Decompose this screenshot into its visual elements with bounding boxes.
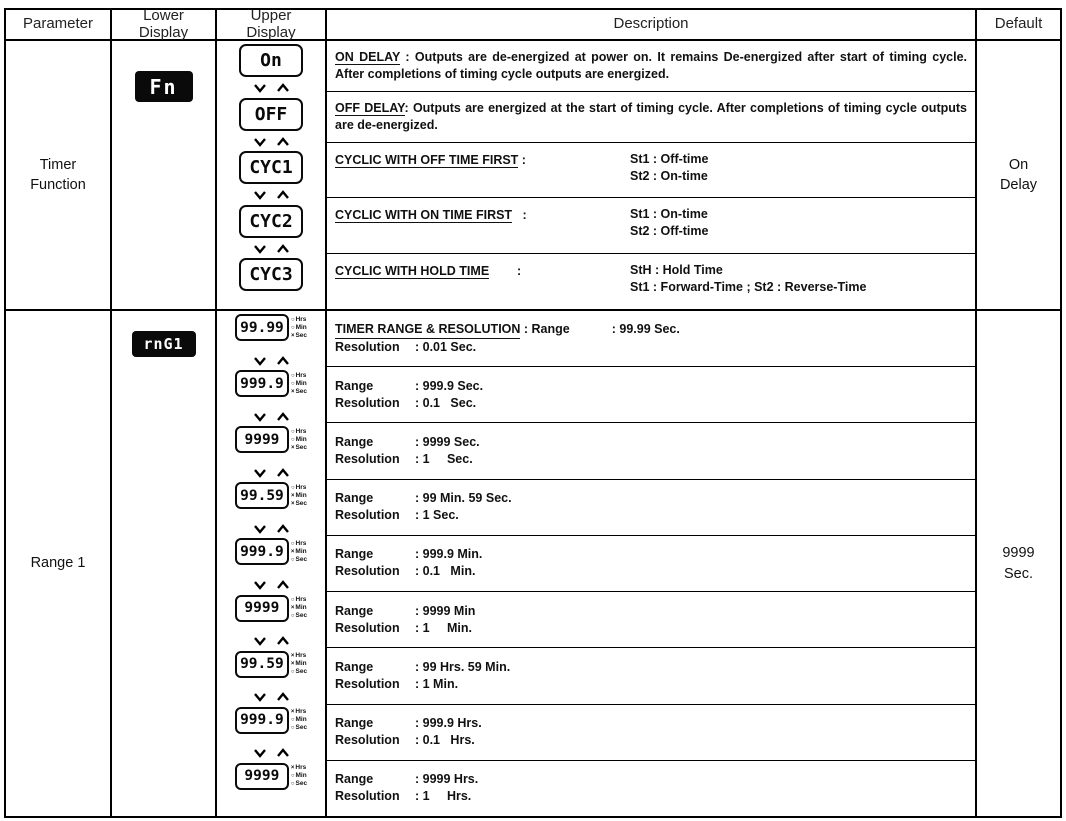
indicator-label: Sec — [295, 612, 308, 620]
indicator-label: Hrs — [295, 315, 307, 323]
seven-segment-display: 999.9 — [235, 707, 289, 734]
indicator-mark-icon: × — [290, 765, 295, 772]
indicator-label: Hrs — [295, 764, 307, 772]
unit-indicators — [291, 596, 307, 620]
step-arrows — [253, 747, 290, 760]
range-value: : 9999 Hrs. — [415, 772, 479, 787]
range-value: : 999.9 Sec. — [415, 378, 484, 393]
step-arrows — [253, 691, 290, 704]
resolution-label: Resolution — [335, 789, 400, 804]
parameter-name: Range 1 — [30, 555, 86, 572]
st1-st2-line: St1 : Forward-Time ; St2 : Reverse-Time — [630, 280, 867, 295]
chevron-down-icon — [253, 692, 267, 702]
resolution-value: : 0.1 Sec. — [415, 395, 477, 410]
chevron-up-icon — [276, 190, 290, 200]
unit-indicators — [291, 652, 307, 676]
display-step — [217, 255, 325, 309]
row-timer-function — [6, 41, 1060, 311]
display-with-units — [235, 595, 307, 622]
header-parameter-label: Parameter — [22, 15, 94, 33]
display-step — [217, 760, 325, 816]
display-with-units — [235, 651, 307, 678]
chevron-down-icon — [253, 748, 267, 758]
chevron-up-icon — [276, 748, 290, 758]
indicator-mark-icon: × — [290, 388, 295, 395]
range-value: : 99 Hrs. 59 Min. — [415, 659, 511, 674]
chevron-down-icon — [253, 190, 267, 200]
indicator-mark-icon: × — [290, 653, 295, 660]
indicator-label: Min — [295, 604, 307, 612]
range-label: Range — [335, 659, 374, 674]
sec-indicator — [291, 388, 307, 396]
indicator-mark-icon: ○ — [290, 717, 295, 724]
chevron-up-icon — [276, 137, 290, 147]
description-range-step-9 — [327, 761, 975, 816]
step-arrows — [253, 635, 290, 648]
description-title: CYCLIC WITH OFF TIME FIRST — [335, 152, 519, 167]
default-value: 9999 Sec. — [1002, 545, 1035, 582]
display-with-units — [235, 707, 307, 734]
step-arrows — [253, 242, 290, 255]
indicator-label: Hrs — [295, 483, 307, 491]
indicator-mark-icon: ○ — [290, 316, 295, 323]
resolution-value: : 1 Sec. — [415, 452, 473, 467]
header-description-label: Description — [613, 15, 689, 33]
indicator-mark-icon: ○ — [290, 428, 295, 435]
hrs-indicator — [291, 372, 307, 380]
step-arrows — [253, 579, 290, 592]
chevron-down-icon — [253, 412, 267, 422]
unit-indicators — [291, 540, 307, 564]
description-title: ON DELAY — [335, 49, 401, 64]
display-step — [217, 95, 325, 149]
resolution-label: Resolution — [335, 508, 400, 523]
timer-function-description-cell — [327, 41, 977, 309]
resolution-value: : 1 Min. — [415, 620, 472, 635]
resolution-line — [335, 620, 967, 637]
description-range-step-3 — [327, 423, 975, 479]
description-title: CYCLIC WITH HOLD TIME — [335, 264, 490, 279]
table-header — [6, 7, 1060, 41]
description-title: TIMER RANGE & RESOLUTION — [335, 321, 520, 339]
range1-description-cell — [327, 311, 977, 816]
range-line — [335, 321, 967, 339]
resolution-value: : 1 Sec. — [415, 508, 459, 523]
display-step — [217, 592, 325, 648]
hrs-indicator — [291, 708, 307, 716]
sec-indicator — [291, 556, 307, 564]
display-step — [217, 367, 325, 423]
resolution-line — [335, 339, 967, 356]
seven-segment-display: 9999 — [235, 763, 289, 790]
header-default-label: Default — [994, 15, 1043, 33]
st2-line: St2 : On-time — [630, 168, 708, 183]
chevron-up-icon — [276, 580, 290, 590]
range-line — [335, 378, 967, 395]
separator: : — [400, 49, 415, 64]
indicator-mark-icon: ○ — [290, 556, 295, 563]
description-off-delay — [327, 92, 975, 143]
description-range-step-4 — [327, 480, 975, 536]
indicator-label: Sec — [295, 387, 308, 395]
seven-segment-display: CYC2 — [239, 205, 303, 238]
separator: : — [518, 152, 530, 167]
header-default — [977, 10, 1060, 39]
unit-indicators — [291, 428, 307, 452]
resolution-label: Resolution — [335, 733, 400, 748]
chevron-up-icon — [276, 468, 290, 478]
separator: : — [512, 208, 531, 223]
description-cyclic-on-first — [327, 198, 975, 254]
hrs-indicator — [291, 540, 307, 548]
resolution-line — [335, 395, 967, 412]
range1-upper-display-cell — [217, 311, 327, 816]
indicator-mark-icon: ○ — [290, 540, 295, 547]
indicator-label: Min — [295, 435, 307, 443]
resolution-line — [335, 788, 967, 805]
hrs-indicator — [291, 316, 307, 324]
range-value: : 9999 Sec. — [415, 435, 480, 450]
hrs-indicator — [291, 764, 307, 772]
chevron-down-icon — [253, 524, 267, 534]
range-line — [335, 603, 967, 620]
seven-segment-display: 99.59 — [235, 482, 289, 509]
timer-function-lower-display-cell — [112, 41, 217, 309]
indicator-mark-icon: × — [290, 661, 295, 668]
resolution-line — [335, 732, 967, 749]
chevron-up-icon — [276, 244, 290, 254]
timer-function-upper-display-cell — [217, 41, 327, 309]
st1-line: St1 : Off-time — [630, 151, 709, 166]
seven-segment-display: 99.59 — [235, 651, 289, 678]
indicator-mark-icon: × — [290, 709, 295, 716]
min-indicator — [291, 772, 307, 780]
indicator-label: Sec — [295, 443, 308, 451]
indicator-mark-icon: ○ — [290, 597, 295, 604]
resolution-value: : 0.01 Sec. — [415, 340, 477, 355]
resolution-value: : 1 Hrs. — [415, 789, 472, 804]
min-indicator — [291, 436, 307, 444]
min-indicator — [291, 716, 307, 724]
resolution-label: Resolution — [335, 620, 400, 635]
indicator-label: Min — [295, 491, 307, 499]
indicator-mark-icon: × — [290, 492, 295, 499]
range-line — [335, 659, 967, 676]
header-lower-display — [112, 7, 217, 41]
header-upper-display — [217, 7, 327, 41]
resolution-line — [335, 563, 967, 580]
parameter-name: Timer Function — [30, 156, 86, 193]
hrs-indicator — [291, 596, 307, 604]
display-step — [217, 535, 325, 591]
description-body: Outputs are energized at the start of timing cycle. After completions of timing cycle outputs are de-energized. — [335, 100, 967, 132]
display-step — [217, 704, 325, 760]
description-title: CYCLIC WITH ON TIME FIRST — [335, 208, 513, 223]
range-label: Range — [335, 491, 374, 506]
seven-segment-display: CYC3 — [239, 258, 303, 291]
min-indicator — [291, 380, 307, 388]
st1-line: St1 : On-time — [630, 207, 708, 222]
indicator-label: Min — [295, 379, 307, 387]
step-arrows — [253, 82, 290, 95]
display-step — [217, 148, 325, 202]
step-arrows — [253, 189, 290, 202]
min-indicator — [291, 492, 307, 500]
chevron-down-icon — [253, 83, 267, 93]
indicator-label: Hrs — [295, 371, 307, 379]
resolution-line — [335, 676, 967, 693]
description-cyclic-off-first — [327, 143, 975, 199]
indicator-mark-icon: × — [290, 500, 295, 507]
range-line — [335, 546, 967, 563]
description-cyclic-hold-time — [327, 254, 975, 309]
indicator-label: Hrs — [295, 427, 307, 435]
indicator-mark-icon: ○ — [290, 781, 295, 788]
sec-indicator — [291, 444, 307, 452]
description-range-step-7 — [327, 648, 975, 704]
description-text — [335, 49, 967, 83]
header-description — [327, 10, 977, 39]
indicator-mark-icon: ○ — [290, 372, 295, 379]
indicator-mark-icon: ○ — [290, 725, 295, 732]
chevron-up-icon — [276, 83, 290, 93]
description-text — [335, 100, 967, 134]
range-label: Range — [335, 716, 374, 731]
resolution-line — [335, 451, 967, 468]
chevron-down-icon — [253, 356, 267, 366]
indicator-mark-icon: ○ — [290, 773, 295, 780]
range-line — [335, 434, 967, 451]
unit-indicators — [291, 764, 307, 788]
indicator-label: Hrs — [295, 596, 307, 604]
sec-indicator — [291, 780, 307, 788]
min-indicator — [291, 604, 307, 612]
min-indicator — [291, 660, 307, 668]
step-time-lines — [630, 151, 708, 185]
range-value: : 9999 Min — [415, 603, 476, 618]
indicator-mark-icon: ○ — [290, 380, 295, 387]
indicator-mark-icon: ○ — [290, 436, 295, 443]
chevron-down-icon — [253, 137, 267, 147]
step-arrows — [253, 522, 290, 535]
indicator-label: Min — [295, 716, 307, 724]
chevron-down-icon — [253, 580, 267, 590]
display-with-units — [235, 426, 307, 453]
header-lower-display-label: Lower Display — [138, 7, 189, 41]
range1-lower-display-cell — [112, 311, 217, 816]
resolution-value: : 1 Min. — [415, 676, 459, 691]
chevron-up-icon — [276, 524, 290, 534]
hrs-indicator — [291, 652, 307, 660]
lower-display-rng1: rnG1 — [132, 331, 196, 357]
sec-indicator — [291, 332, 307, 340]
chevron-down-icon — [253, 636, 267, 646]
chevron-up-icon — [276, 356, 290, 366]
chevron-up-icon — [276, 692, 290, 702]
indicator-mark-icon: ○ — [290, 613, 295, 620]
range-value: : 99 Min. 59 Sec. — [415, 491, 512, 506]
range-label: Range — [335, 378, 374, 393]
timer-function-parameter-cell — [6, 41, 112, 309]
display-step — [217, 202, 325, 256]
description-range-step-8 — [327, 705, 975, 761]
st2-line: St2 : Off-time — [630, 224, 709, 239]
display-step — [217, 41, 325, 95]
indicator-label: Min — [295, 772, 307, 780]
unit-indicators — [291, 708, 307, 732]
display-step — [217, 311, 325, 367]
description-range-step-5 — [327, 536, 975, 592]
unit-indicators — [291, 316, 307, 340]
indicator-mark-icon: ○ — [290, 484, 295, 491]
resolution-line — [335, 507, 967, 524]
range-value: : 99.99 Sec. — [611, 322, 680, 337]
seven-segment-display: OFF — [239, 98, 303, 131]
description-range-step-1 — [327, 311, 975, 367]
range-value: : 999.9 Min. — [415, 547, 483, 562]
description-range-step-2 — [327, 367, 975, 423]
chevron-up-icon — [276, 412, 290, 422]
description-body: Outputs are de-energized at power on. It remains De-energized after start of timing cycle. After completions of timing cycle outputs are energized. — [335, 49, 967, 81]
indicator-label: Sec — [295, 331, 308, 339]
separator: : — [520, 322, 532, 337]
indicator-label: Hrs — [295, 652, 307, 660]
header-upper-display-label: Upper Display — [246, 7, 296, 41]
range-label: Range — [335, 547, 374, 562]
indicator-label: Min — [295, 660, 307, 668]
lower-display-fn: Fn — [135, 71, 193, 102]
indicator-label: Sec — [295, 724, 308, 732]
step-arrows — [253, 410, 290, 423]
display-with-units — [235, 763, 307, 790]
resolution-label: Resolution — [335, 395, 400, 410]
separator: : — [404, 100, 413, 115]
range-label: Range — [531, 322, 570, 337]
resolution-value: : 0.1 Hrs. — [415, 733, 475, 748]
seven-segment-display: 99.99 — [235, 314, 289, 341]
indicator-mark-icon: × — [290, 605, 295, 612]
resolution-label: Resolution — [335, 564, 400, 579]
sth-line: StH : Hold Time — [630, 263, 723, 278]
display-with-units — [235, 538, 307, 565]
unit-indicators — [291, 484, 307, 508]
row-range-1 — [6, 311, 1060, 816]
indicator-mark-icon: × — [290, 444, 295, 451]
range1-parameter-cell — [6, 311, 112, 816]
min-indicator — [291, 548, 307, 556]
sec-indicator — [291, 500, 307, 508]
indicator-mark-icon: × — [290, 332, 295, 339]
resolution-label: Resolution — [335, 676, 400, 691]
resolution-value: : 0.1 Min. — [415, 564, 476, 579]
seven-segment-display: On — [239, 44, 303, 77]
timer-function-default-cell — [977, 41, 1060, 309]
display-with-units — [235, 314, 307, 341]
range-label: Range — [335, 772, 374, 787]
sec-indicator — [291, 612, 307, 620]
seven-segment-display: 999.9 — [235, 370, 289, 397]
description-on-delay — [327, 41, 975, 92]
range-label: Range — [335, 435, 374, 450]
indicator-label: Min — [295, 323, 307, 331]
indicator-mark-icon: ○ — [290, 669, 295, 676]
seven-segment-display: 9999 — [235, 426, 289, 453]
range1-default-cell — [977, 311, 1060, 816]
indicator-label: Sec — [295, 499, 308, 507]
description-title: OFF DELAY — [335, 100, 405, 115]
indicator-label: Min — [295, 547, 307, 555]
unit-indicators — [291, 372, 307, 396]
parameter-table — [4, 8, 1062, 818]
hrs-indicator — [291, 484, 307, 492]
step-arrows — [253, 466, 290, 479]
indicator-mark-icon: ○ — [290, 324, 295, 331]
seven-segment-display: 9999 — [235, 595, 289, 622]
step-time-lines — [630, 206, 708, 240]
chevron-up-icon — [276, 636, 290, 646]
min-indicator — [291, 324, 307, 332]
resolution-label: Resolution — [335, 452, 400, 467]
indicator-label: Hrs — [295, 708, 307, 716]
step-time-lines — [630, 262, 866, 296]
sec-indicator — [291, 724, 307, 732]
indicator-label: Sec — [295, 555, 308, 563]
display-step — [217, 423, 325, 479]
display-step — [217, 648, 325, 704]
header-parameter — [6, 10, 112, 39]
range-value: : 999.9 Hrs. — [415, 716, 482, 731]
chevron-down-icon — [253, 244, 267, 254]
step-arrows — [253, 135, 290, 148]
resolution-label: Resolution — [335, 340, 400, 355]
default-value: On Delay — [999, 156, 1038, 193]
indicator-mark-icon: × — [290, 548, 295, 555]
range-label: Range — [335, 603, 374, 618]
chevron-down-icon — [253, 468, 267, 478]
sec-indicator — [291, 668, 307, 676]
range-line — [335, 771, 967, 788]
display-step — [217, 479, 325, 535]
hrs-indicator — [291, 428, 307, 436]
indicator-label: Hrs — [295, 539, 307, 547]
indicator-label: Sec — [295, 780, 308, 788]
description-range-step-6 — [327, 592, 975, 648]
display-with-units — [235, 370, 307, 397]
seven-segment-display: 999.9 — [235, 538, 289, 565]
indicator-label: Sec — [295, 668, 308, 676]
seven-segment-display: CYC1 — [239, 151, 303, 184]
display-with-units — [235, 482, 307, 509]
step-arrows — [253, 354, 290, 367]
separator: : — [489, 264, 525, 279]
range-line — [335, 490, 967, 507]
range-line — [335, 715, 967, 732]
